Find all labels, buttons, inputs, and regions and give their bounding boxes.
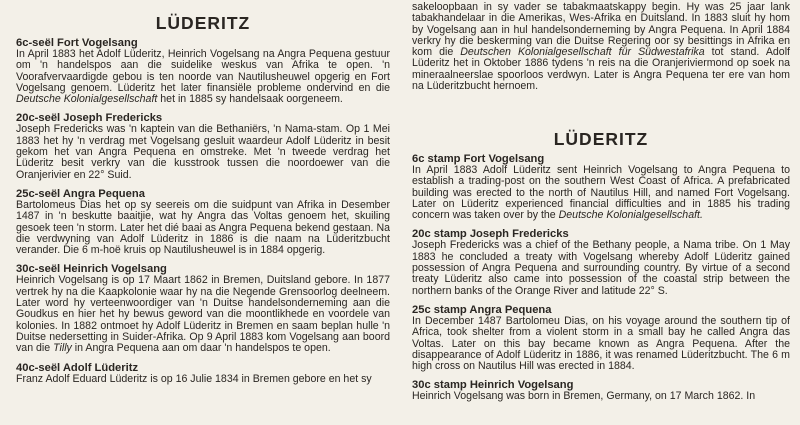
english-section <box>412 153 790 221</box>
afrikaans-section <box>16 37 390 105</box>
body-text-run: het in 1885 sy handelsaak oorgeneem. <box>157 93 343 106</box>
english-section-body <box>412 165 790 221</box>
english-sections <box>412 153 790 403</box>
body-text-run: Heinrich Vogelsang is op 17 Maart 1862 in Bremen, Duitsland gebore. In 1877 vertrek hy na die Kaapkolonie waar hy na die Negende Grensoorlog deelneem. Later word hy verteenwoordiger van 'n Duitse handelsonderneming aan die Goudkus en hier het hy bewus geword van die moontlikhede en voordele van kolonies. In 1882 ontmoet hy Adolf Lüderitz in Bremen en saam beplan hulle 'n Duitse nedersetting in Suider-Afrika. Op 9 April 1883 kom Vogelsang aan boord van die <box>16 274 390 355</box>
body-text-run: In April 1883 het Adolf Lüderitz, Heinrich Vogelsang na Angra Pequena gestuur om 'n handelspos aan die suidelike weskus van Afrika te open. 'n Voorafvervaardigde gebou is ten noorde van Nautilusheuwel opgerig en Fort Vogelsang genoem. Lüderitz het later finansiële probleme ondervind en die <box>16 48 390 94</box>
afrikaans-section <box>16 362 390 385</box>
body-text-run: In April 1883 Adolf Lüderitz sent Heinrich Vogelsang to Angra Pequena to establish a trading-post on the southern West Coast of Africa. A prefabricated building was erected to the north of Nautilus Hill, and named Fort Vogelsang. Later on Lüderitz experienced financial difficulties and in 1885 his trading concern was taken over by the <box>412 164 790 222</box>
english-section <box>412 304 790 372</box>
english-section <box>412 228 790 296</box>
body-text-run: Bartolomeus Dias het op sy seereis om die suidpunt van Afrika in Desember 1487 in 'n beskutte baaitjie, wat hy Angra das Voltas genoem het, skuiling gesoek teen 'n storm. Later het dié baai as Angra Pequena bekend gestaan. Na die verdwyning van Adolf Lüderitz in 1886 is die naam na Lüderitzbucht verander. Die 6 m-hoë kruis op Nautilusheuwel is in 1884 opgerig. <box>16 198 390 257</box>
english-section-heading: 30c stamp Heinrich Vogelsang <box>412 379 574 392</box>
italic-text: Deutschen Kolonialgesellschaft für Südwestafrika <box>460 46 705 59</box>
afrikaans-section-heading: 40c-seël Adolf Lüderitz <box>16 361 139 374</box>
english-section-heading: 6c stamp Fort Vogelsang <box>412 153 545 165</box>
english-column <box>412 130 790 410</box>
afrikaans-section-body <box>16 275 390 354</box>
body-text-run: Joseph Fredericks was 'n kaptein van die Bethaniërs, 'n Nama-stam. Op 1 Mei 1883 het hy 'n verdrag met Vogelsang gesluit waardeur Adolf Lüderitz in besit gekom het van Angra Pequena en omstreke. Met 'n tweede verdrag het Lüderitz besit verkry van die kusstrook tussen die noordoewer van die Oranjerivier en 22° Suid. <box>16 123 390 181</box>
afrikaans-section-body <box>16 124 390 180</box>
afrikaans-section-body <box>16 49 390 105</box>
english-section-body <box>412 391 790 402</box>
english-section-heading: 20c stamp Joseph Fredericks <box>412 228 569 241</box>
body-text-run: Joseph Fredericks was a chief of the Bethany people, a Nama tribe. On 1 May 1883 he concluded a treaty with Vogelsang whereby Adolf Lüderitz gained possession of Angra Pequena and surrounding country. By virtue of a second treaty Lüderitz also came into possession of the coastal strip between the northern banks of the Orange River and latitude 22° S. <box>412 239 790 297</box>
afrikaans-sections <box>16 37 390 385</box>
english-section-heading: 25c stamp Angra Pequena <box>412 303 552 316</box>
afrikaans-section <box>16 263 390 354</box>
body-text-run: in Angra Pequena aan om daar 'n handelspos te open. <box>71 342 331 355</box>
body-text-run: Heinrich Vogelsang was born in Bremen, Germany, on 17 March 1862. In <box>412 390 756 403</box>
body-text-run: sakeloopbaan in sy vader se tabakmaatskappy begin. Hy was 25 jaar lank tabakhandelaar in die Amerikas, Wes-Afrika en Duitsland. In 1883 sluit hy hom by Vogelsang aan in hul handelsonderneming by Angra Pequena. In April 1884 verkry hy die beskerming van die Duitse Regering oor sy besittings in Afrika en kom die <box>412 1 790 59</box>
afrikaans-section-body <box>16 200 390 256</box>
english-section <box>412 379 790 402</box>
english-section-body <box>412 240 790 296</box>
afrikaans-column <box>16 14 390 392</box>
english-title: LÜDERITZ <box>553 129 649 149</box>
english-section-body <box>412 316 790 372</box>
afrikaans-continuation <box>412 2 790 92</box>
afrikaans-title: LÜDERITZ <box>155 13 251 33</box>
afrikaans-section-heading: 30c-seël Heinrich Vogelsang <box>16 263 167 276</box>
afrikaans-continuation-text <box>412 2 790 92</box>
italic-text: Deutsche Kolonialgesellschaft. <box>558 209 703 222</box>
afrikaans-section <box>16 188 390 256</box>
body-text-run: In December 1487 Bartolomeu Dias, on his voyage around the southern tip of Africa, took shelter from a violent storm in a small bay he called Angra das Voltas. Later on this bay became known as Angra Pequena. After the disappearance of Adolf Lüderitz in 1886, it was renamed Lüderitzbucht. The 6 m high cross on Nautilus Hill was erected in 1884. <box>412 314 790 373</box>
afrikaans-section-heading: 20c-seël Joseph Fredericks <box>16 112 163 125</box>
body-text-run: tot stand. Adolf Lüderitz het in Oktober 1886 tydens 'n reis na die Oranjeriviermond op soek na mineraalneerslae spoorloos verdwyn. Later is Angra Pequena ter ere van hom na Lüderitzbucht hernoem. <box>412 46 790 93</box>
afrikaans-section <box>16 112 390 180</box>
afrikaans-section-body <box>16 374 390 385</box>
italic-text: Deutsche Kolonialgesellschaft <box>16 93 158 106</box>
italic-text: Tilly <box>53 342 72 355</box>
afrikaans-section-heading: 6c-seël Fort Vogelsang <box>16 37 138 49</box>
afrikaans-section-heading: 25c-seël Angra Pequena <box>16 187 145 200</box>
body-text-run: Franz Adolf Eduard Lüderitz is op 16 Julie 1834 in Bremen gebore en het sy <box>16 372 372 385</box>
